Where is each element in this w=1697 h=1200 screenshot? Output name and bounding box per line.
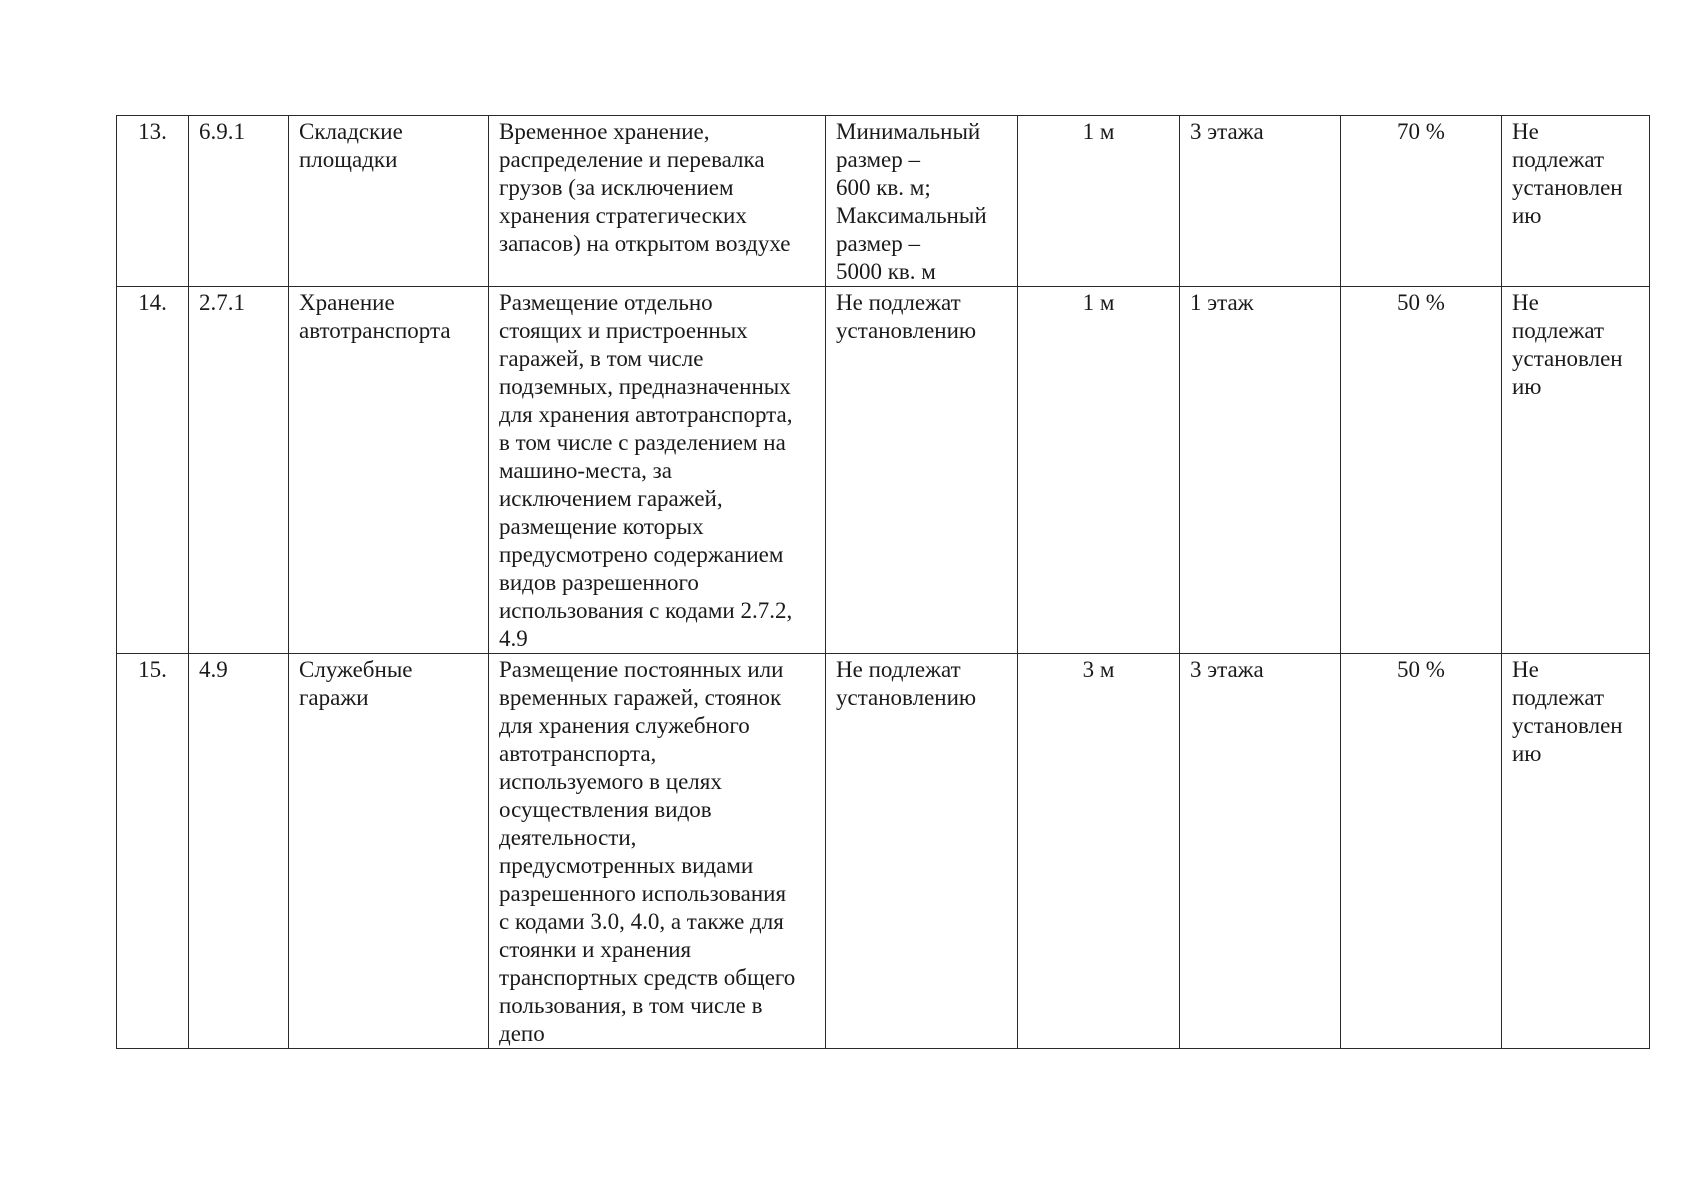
use-name: Служебные гаражи [289,654,489,1049]
table-row [117,116,1650,287]
row-number: 15. [117,654,189,1049]
setback-distance: 1 м [1018,287,1180,654]
plot-size: Не подлежат установлению [826,654,1018,1049]
max-coverage: 50 % [1341,287,1502,654]
use-code: 4.9 [189,654,289,1049]
row-number: 14. [117,287,189,654]
use-name: Складские площадки [289,116,489,287]
use-code: 2.7.1 [189,287,289,654]
max-coverage: 70 % [1341,116,1502,287]
max-floors: 3 этажа [1180,116,1341,287]
setback-distance: 1 м [1018,116,1180,287]
max-coverage: 50 % [1341,654,1502,1049]
max-floors: 1 этаж [1180,287,1341,654]
max-floors: 3 этажа [1180,654,1341,1049]
land-use-table [116,115,1650,1049]
other-parameters: Не подлежат установлен ию [1502,287,1650,654]
use-name: Хранение автотранспорта [289,287,489,654]
use-description: Размещение отдельно стоящих и пристроенных гаражей, в том числе подземных, предназначенных для хранения автотранспорта, в том числе с разделением на машино-места, за исключением гаражей, размещение которых предусмотрено содержанием видов разрешенного использования с кодами 2.7.2, 4.9 [489,287,826,654]
other-parameters: Не подлежат установлен ию [1502,116,1650,287]
setback-distance: 3 м [1018,654,1180,1049]
plot-size: Минимальный размер – 600 кв. м; Максимальный размер – 5000 кв. м [826,116,1018,287]
table-row [117,654,1650,1049]
table-row [117,287,1650,654]
use-description: Размещение постоянных или временных гаражей, стоянок для хранения служебного автотранспорта, используемого в целях осуществления видов деятельности, предусмотренных видами разрешенного использования с кодами 3.0, 4.0, а также для стоянки и хранения транспортных средств общего пользования, в том числе в депо [489,654,826,1049]
other-parameters: Не подлежат установлен ию [1502,654,1650,1049]
use-description: Временное хранение, распределение и перевалка грузов (за исключением хранения стратегических запасов) на открытом воздухе [489,116,826,287]
use-code: 6.9.1 [189,116,289,287]
row-number: 13. [117,116,189,287]
plot-size: Не подлежат установлению [826,287,1018,654]
